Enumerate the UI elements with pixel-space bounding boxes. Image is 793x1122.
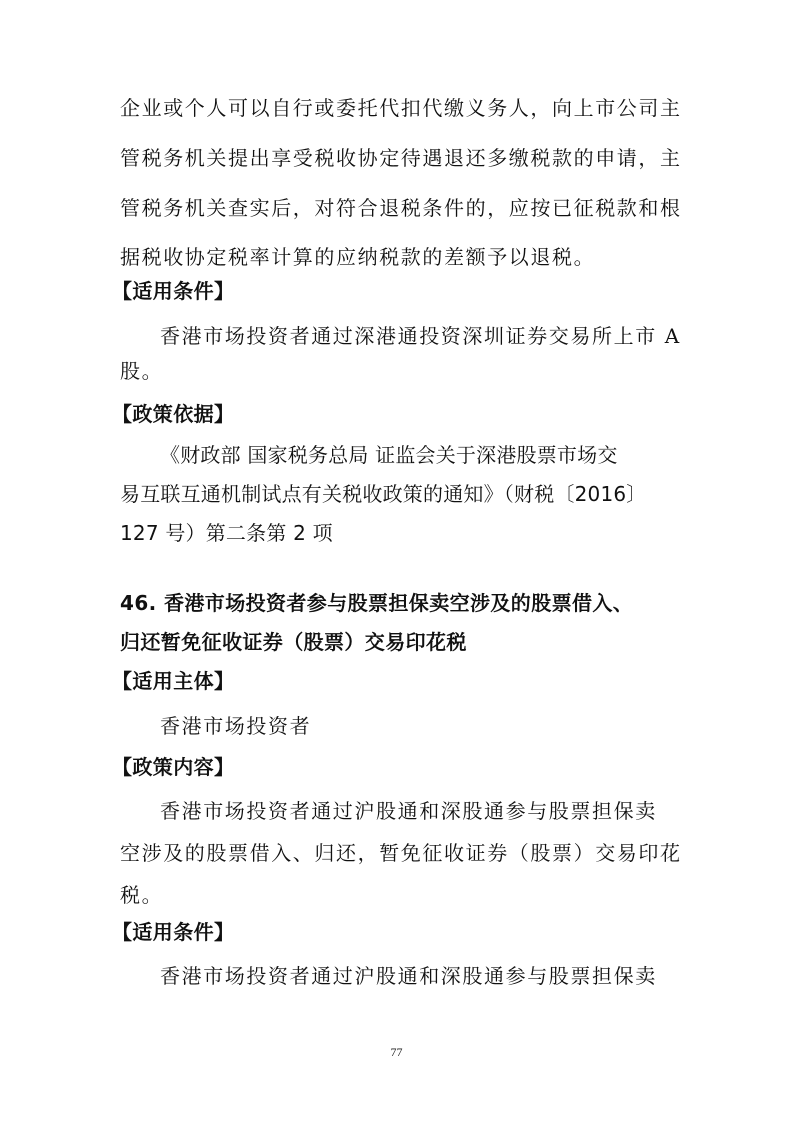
paragraph-line: 股。 <box>120 359 164 383</box>
item-title: 46. 香港市场投资者参与股票担保卖空涉及的股票借入、 <box>120 591 634 615</box>
section-heading-applicable-conditions: 【适用条件】 <box>112 279 235 303</box>
section-heading-policy-content: 【政策内容】 <box>112 755 235 779</box>
paragraph-line: 据税收协定税率计算的应纳税款的差额予以退税。 <box>120 245 596 269</box>
page-number: 77 <box>390 1045 403 1059</box>
section-heading-applicable-subject: 【适用主体】 <box>112 669 235 693</box>
item-title: 归还暂免征收证券（股票）交易印花税 <box>120 630 467 654</box>
paragraph-line: 香港市场投资者通过沪股通和深股通参与股票担保卖 <box>160 799 657 823</box>
section-heading-applicable-conditions: 【适用条件】 <box>112 920 235 944</box>
paragraph-line: 香港市场投资者通过沪股通和深股通参与股票担保卖 <box>160 964 657 988</box>
paragraph-line: 管税务机关查实后，对符合退税条件的，应按已征税款和根 <box>120 196 682 220</box>
paragraph-line: 税。 <box>120 883 164 907</box>
paragraph-line: 空涉及的股票借入、归还，暂免征收证券（股票）交易印花 <box>120 841 682 865</box>
paragraph-line: 企业或个人可以自行或委托代扣代缴义务人，向上市公司主 <box>120 96 682 120</box>
paragraph-line: 易互联互通机制试点有关税收政策的通知》（财税〔2016〕 <box>120 482 647 506</box>
paragraph-line: 127 号）第二条第 2 项 <box>120 521 333 545</box>
paragraph-line: 《财政部 国家税务总局 证监会关于深港股票市场交 <box>160 443 618 467</box>
paragraph-line: 管税务机关提出享受税收协定待遇退还多缴税款的申请，主 <box>120 146 682 170</box>
paragraph-line: 香港市场投资者 <box>160 714 312 738</box>
paragraph-line: 香港市场投资者通过深港通投资深圳证券交易所上市 A <box>160 324 681 348</box>
section-heading-policy-basis: 【政策依据】 <box>112 402 235 426</box>
